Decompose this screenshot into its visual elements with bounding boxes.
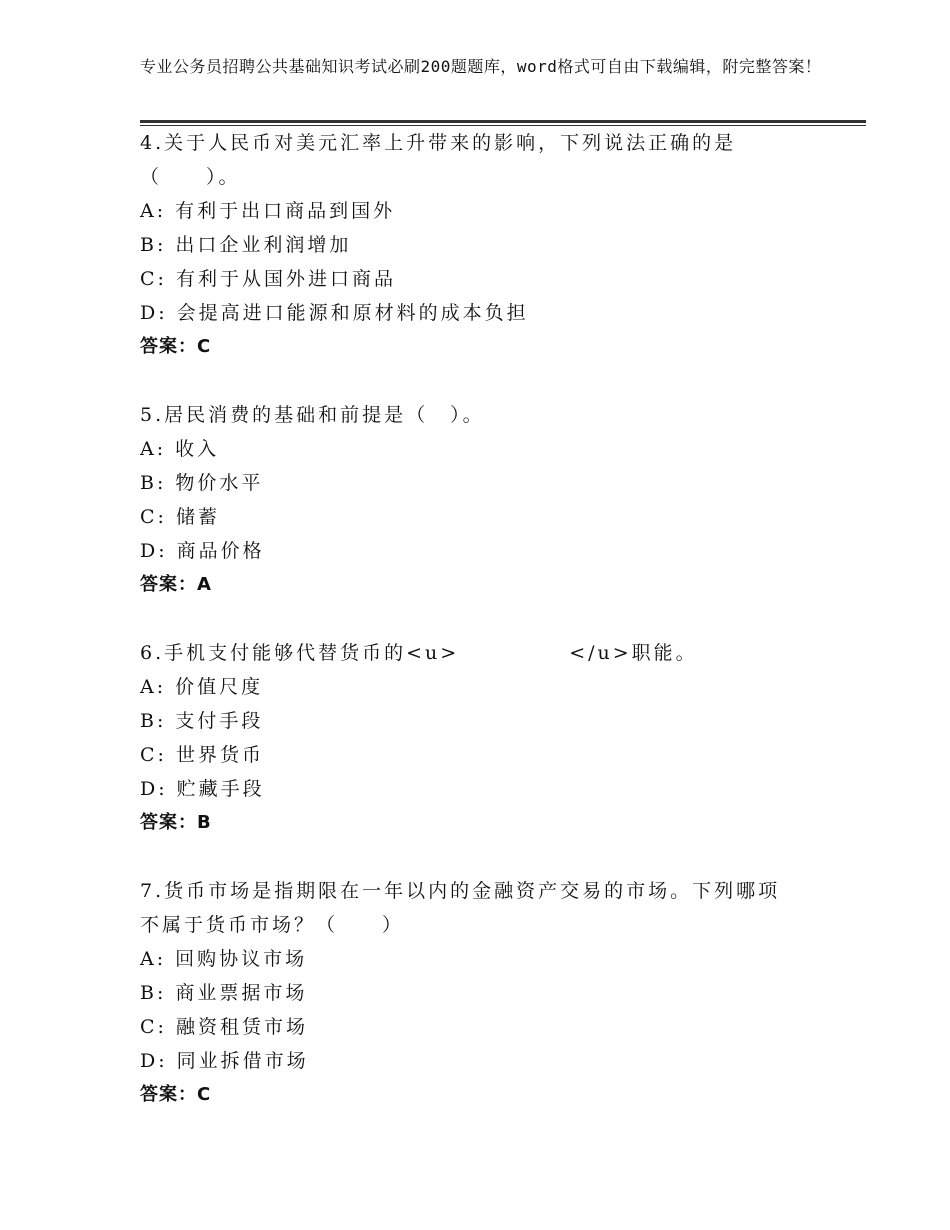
question-stem: 7.货币市场是指期限在一年以内的金融资产交易的市场。下列哪项不属于货币市场？（ ） — [140, 880, 781, 936]
question-list — [140, 126, 840, 1112]
option-d: D: 贮藏手段 — [140, 778, 265, 800]
option-c: C: 有利于从国外进口商品 — [140, 268, 396, 290]
question-5 — [140, 398, 840, 602]
option-b: B: 物价水平 — [140, 472, 264, 494]
document-header: 专业公务员招聘公共基础知识考试必刷200题题库，word格式可自由下载编辑，附完整答案！ — [140, 57, 822, 76]
option-d: D: 会提高进口能源和原材料的成本负担 — [140, 302, 529, 324]
question-stem: 6.手机支付能够代替货币的<u> </u>职能。 — [140, 642, 698, 664]
option-b: B: 商业票据市场 — [140, 982, 308, 1004]
spacer — [140, 840, 840, 874]
option-a: A: 有利于出口商品到国外 — [140, 200, 396, 222]
option-b: B: 支付手段 — [140, 710, 264, 732]
option-c: C: 世界货币 — [140, 744, 264, 766]
option-c: C: 融资租赁市场 — [140, 1016, 308, 1038]
option-a: A: 回购协议市场 — [140, 948, 308, 970]
spacer — [140, 602, 840, 636]
answer: 答案：C — [140, 1084, 212, 1105]
question-6 — [140, 636, 840, 840]
question-stem: 5.居民消费的基础和前提是（ ）。 — [140, 404, 485, 426]
option-a: A: 价值尺度 — [140, 676, 264, 698]
option-a: A: 收入 — [140, 438, 220, 460]
answer: 答案：C — [140, 336, 212, 357]
header-rule-thick — [140, 120, 866, 123]
option-c: C: 储蓄 — [140, 506, 220, 528]
answer: 答案：A — [140, 574, 212, 595]
question-7 — [140, 874, 840, 1112]
option-d: D: 商品价格 — [140, 540, 265, 562]
question-4 — [140, 126, 840, 364]
question-stem: 4.关于人民币对美元汇率上升带来的影响，下列说法正确的是（ ）。 — [140, 132, 737, 188]
option-d: D: 同业拆借市场 — [140, 1050, 309, 1072]
option-b: B: 出口企业利润增加 — [140, 234, 352, 256]
spacer — [140, 364, 840, 398]
answer: 答案：B — [140, 812, 212, 833]
